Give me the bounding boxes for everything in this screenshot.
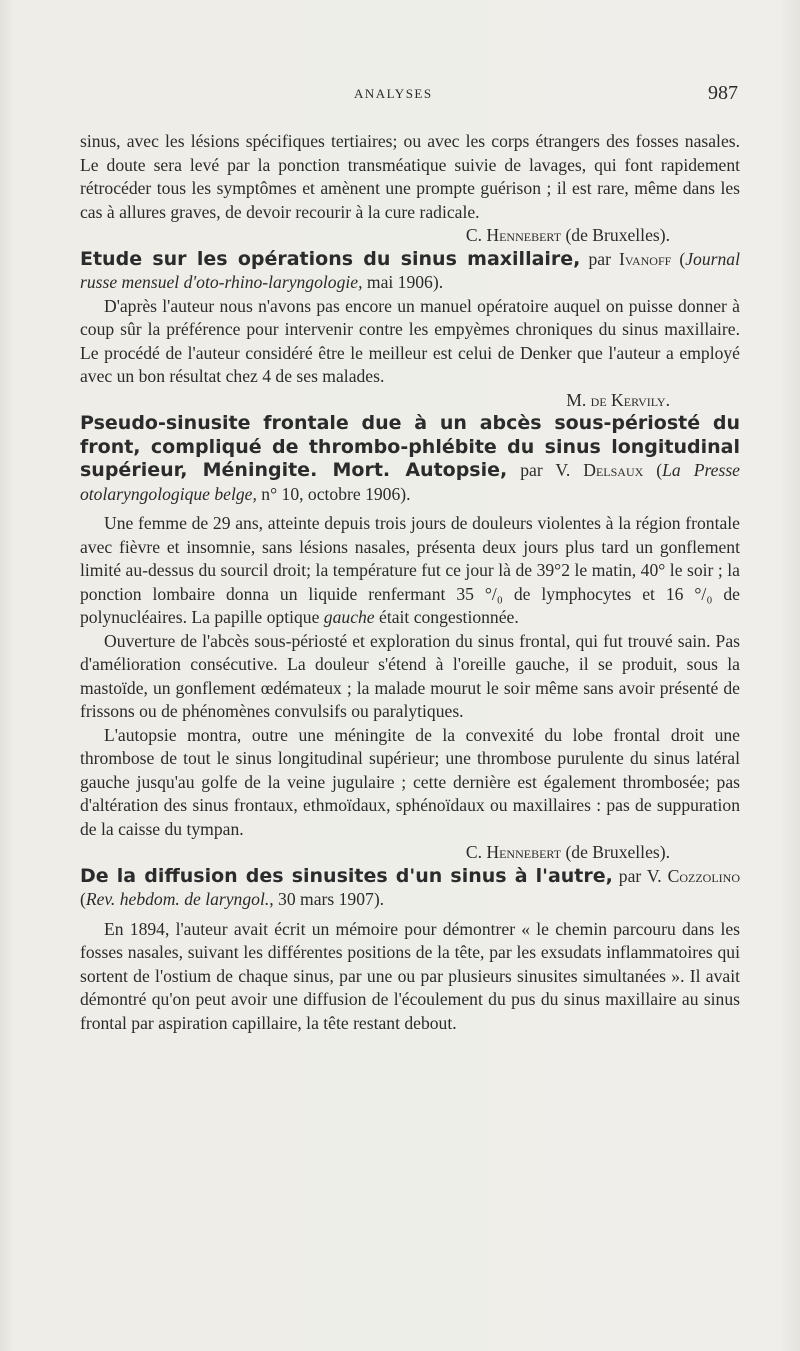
running-header [80, 82, 738, 110]
article-heading: De la diffusion des sinusites d'un sinus à l'autre, par V. Cozzolino (Rev. hebdom. de laryngol., 30 mars 1907). [80, 864, 740, 909]
signature: C. Hennebert (de Bruxelles). [465, 842, 670, 862]
article-title: De la diffusion des sinusites d'un sinus à l'autre, [80, 864, 613, 887]
page-body [80, 130, 740, 1035]
signature-name: de Kervily. [590, 389, 670, 410]
article-author: Delsaux [583, 460, 644, 480]
article-author: Cozzolino [667, 865, 740, 886]
continued-paragraph: sinus, avec les lésions spécifiques tertiaires; ou avec les corps étrangers des fosses nasales. Le doute sera levé par la ponction transméatique suivie de lavages, qui font rapidement rétrocéder tous les symptômes et amènent une prompte guérison ; il est rare, même dans les cas à allures graves, de devoir recourir à la cure radicale. [80, 131, 740, 222]
page-number: 987 [708, 82, 738, 104]
signature-name: Hennebert [486, 842, 562, 862]
signature: C. Hennebert (de Bruxelles). [465, 225, 670, 245]
article-heading: Etude sur les opérations du sinus maxillaire, par Ivanoff (Journal russe mensuel d'oto-rhino-laryngologie, mai 1906). [80, 247, 740, 292]
article-paragraph: L'autopsie montra, outre une méningite de la convexité du lobe frontal droit une thrombose de tout le sinus longitudinal supérieur; une thrombose purulente du sinus latéral gauche jusqu'au golfe de la veine jugulaire ; cette dernière est également thrombosée; pas d'altération des sinus frontaux, ethmoïdaux, sphénoïdaux ou maxillaires : pas de suppuration de la caisse du tympan. [80, 724, 740, 839]
journal-name: La Presse otolaryngologique belge, [80, 460, 740, 504]
journal-name: Journal russe mensuel d'oto-rhino-laryngologie, [80, 248, 740, 292]
journal-name: Rev. hebdom. de laryngol., [85, 889, 274, 909]
article-heading: Pseudo-sinusite frontale due à un abcès sous-périosté du front, compliqué de thrombo-phlébite du sinus longitudinal supérieur, Méningite. Mort. Autopsie, par V. Delsaux (La Presse otolaryngologique belge, n° 10, octobre 1906). [80, 412, 740, 504]
running-title: ANALYSES [354, 86, 433, 101]
signature: M. de Kervily. [566, 389, 670, 410]
article-paragraph: Une femme de 29 ans, atteinte depuis trois jours de douleurs violentes à la région frontale avec fièvre et insomnie, sans lésions nasales, présenta deux jours plus tard un gonflement limité au-dessus du sourcil droit; la température fut ce jour là de 39°2 le matin, 40° le soir ; la ponction lombaire donna un liquide renfermant 35 °/₀ de lymphocytes et 16 °/₀ de polynucléaires. La papille optique gauche était congestionnée. [80, 513, 740, 627]
article-author: Ivanoff [619, 248, 672, 269]
article-paragraph: En 1894, l'auteur avait écrit un mémoire pour démontrer « le chemin parcouru dans les fosses nasales, suivant les différentes positions de la tête, par les exsudats inflammatoires qui sortent de l'ostium de chaque sinus, par une ou par plusieurs sinusites simultanées ». Il avait démontré qu'on peut avoir une diffusion de l'écoulement du pus du sinus maxillaire au sinus frontal par aspiration capillaire, la tête restant debout. [80, 918, 740, 1033]
signature-name: Hennebert [486, 225, 562, 245]
article-title: Etude sur les opérations du sinus maxillaire, [80, 247, 581, 270]
article-title: Pseudo-sinusite frontale due à un abcès sous-périosté du front, compliqué de thrombo-phlébite du sinus longitudinal supérieur, Méningite. Mort. Autopsie, [80, 412, 740, 481]
article-paragraph: Ouverture de l'abcès sous-périosté et exploration du sinus frontal, qui fut trouvé sain. Pas d'amélioration consécutive. La douleur s'étend à l'oreille gauche, il se produit, sous la mastoïde, un gonflement œdémateux ; la malade mourut le soir même sans avoir présenté de frissons ou de phénomènes convulsifs ou paralytiques. [80, 630, 740, 721]
article-paragraph: D'après l'auteur nous n'avons pas encore un manuel opératoire auquel on puisse donner à coup sûr la préférence pour intervenir contre les empyèmes chroniques du sinus maxillaire. Le procédé de l'auteur considéré être le meilleur est celui de Denker que l'auteur a employé avec un bon résultat chez 4 de ses malades. [80, 295, 740, 386]
